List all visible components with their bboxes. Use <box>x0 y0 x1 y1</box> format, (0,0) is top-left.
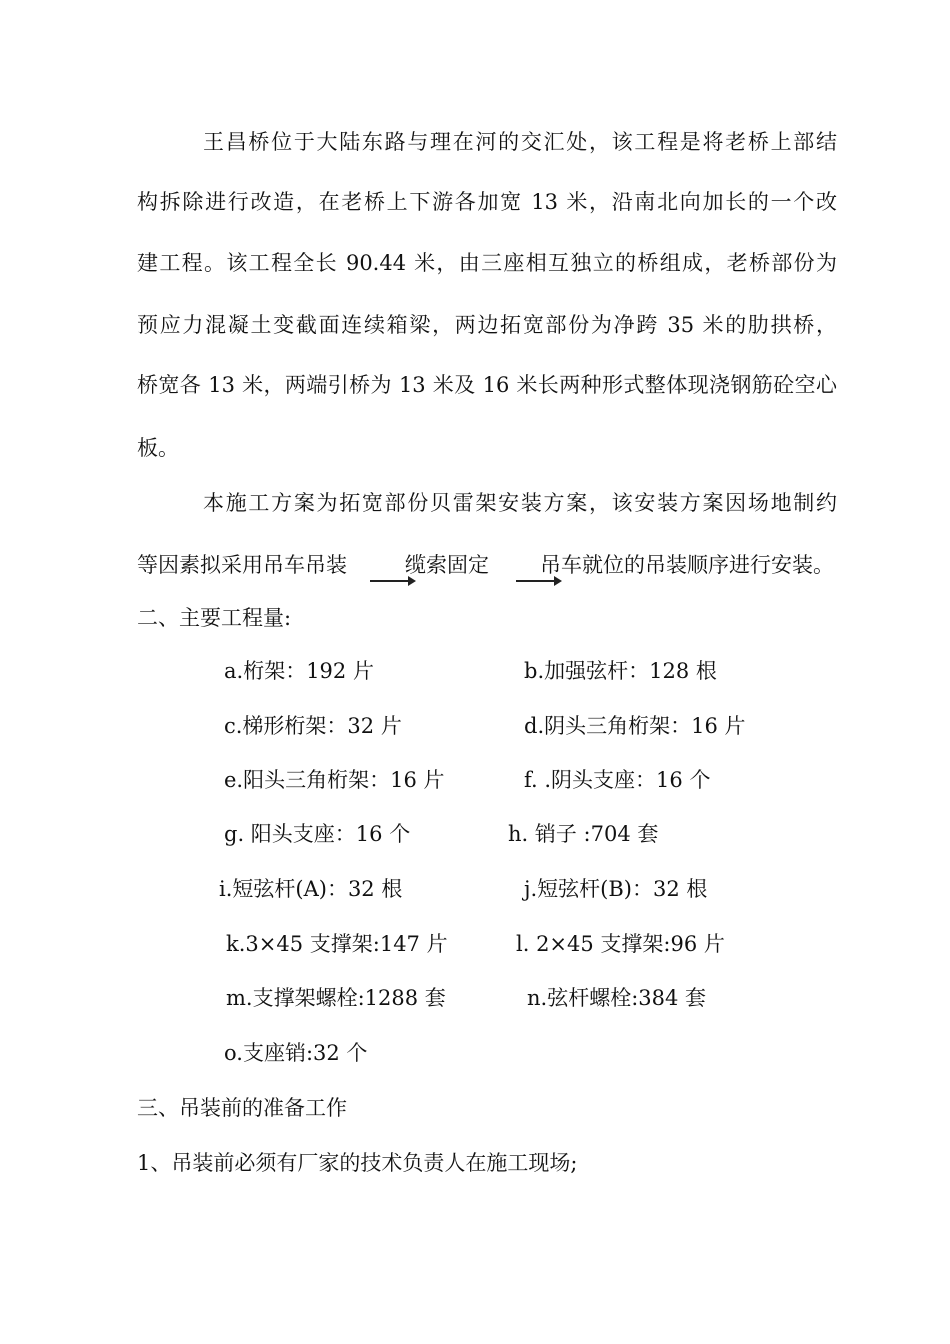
quantity-item-i: i.短弦杆(A)：32 根 <box>219 877 403 901</box>
quantity-item-c: c.梯形桁架：32 片 <box>224 714 402 738</box>
plan-line-1: 本施工方案为拓宽部份贝雷架安装方案，该安装方案因场地制约 <box>203 491 837 515</box>
plan-seg-crane-lift: 等因素拟采用吊车吊装 <box>137 553 347 577</box>
section3-item-1: 1、吊装前必须有厂家的技术负责人在施工现场; <box>137 1151 578 1175</box>
quantity-item-h: h. 销子 :704 套 <box>508 822 659 846</box>
quantity-item-e: e.阳头三角桁架：16 片 <box>224 768 445 792</box>
quantity-item-g: g. 阳头支座：16 个 <box>224 822 411 846</box>
arrow-right-icon <box>370 580 414 582</box>
intro-line-1: 王昌桥位于大陆东路与理在河的交汇处，该工程是将老桥上部结 <box>203 130 837 154</box>
plan-seg-crane-position: 吊车就位的吊装顺序进行安装。 <box>540 553 834 577</box>
intro-line-5: 桥宽各 13 米，两端引桥为 13 米及 16 米长两种形式整体现浇钢筋砼空心 <box>137 373 837 397</box>
quantity-item-k: k.3×45 支撑架:147 片 <box>226 932 448 956</box>
intro-line-3: 建工程。该工程全长 90.44 米，由三座相互独立的桥组成，老桥部份为 <box>137 251 837 275</box>
quantity-item-b: b.加强弦杆：128 根 <box>524 659 717 683</box>
intro-line-2: 构拆除进行改造，在老桥上下游各加宽 13 米，沿南北向加长的一个改 <box>137 190 837 214</box>
quantity-item-a: a.桁架：192 片 <box>224 659 374 683</box>
quantity-item-l: l. 2×45 支撑架:96 片 <box>516 932 725 956</box>
quantity-item-f: f. .阴头支座：16 个 <box>524 768 711 792</box>
section2-heading: 二、主要工程量: <box>137 606 292 630</box>
quantity-item-d: d.阴头三角桁架：16 片 <box>524 714 746 738</box>
arrow-right-icon <box>516 580 560 582</box>
quantity-item-o: o.支座销:32 个 <box>224 1041 368 1065</box>
intro-line-6: 板。 <box>137 436 179 460</box>
intro-line-4: 预应力混凝土变截面连续箱梁，两边拓宽部份为净跨 35 米的肋拱桥， <box>137 313 837 337</box>
quantity-item-n: n.弦杆螺栓:384 套 <box>527 986 707 1010</box>
quantity-item-j: j.短弦杆(B)：32 根 <box>524 877 708 901</box>
plan-seg-cable-fix: 缆索固定 <box>405 553 489 577</box>
quantity-item-m: m.支撑架螺栓:1288 套 <box>226 986 446 1010</box>
section3-heading: 三、吊装前的准备工作 <box>137 1096 347 1120</box>
